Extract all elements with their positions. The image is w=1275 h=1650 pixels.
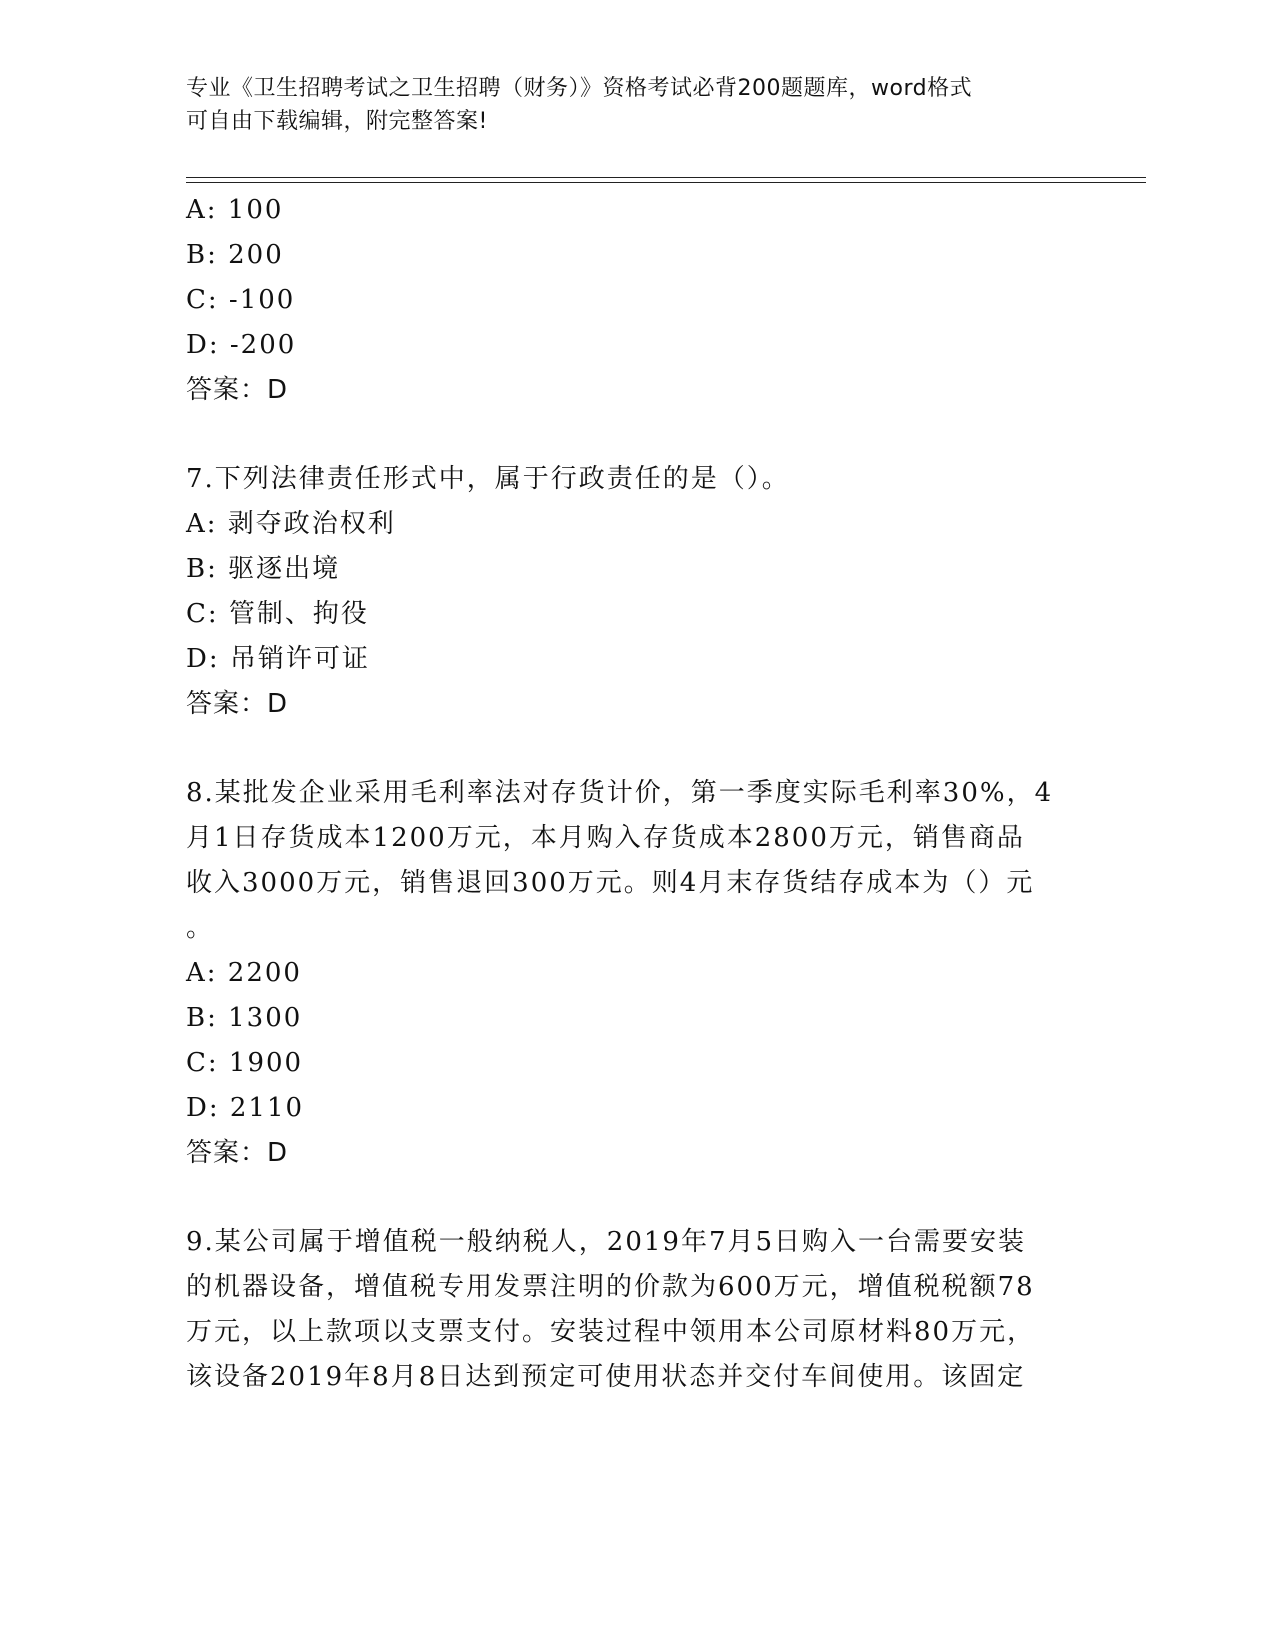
question-stem-line: 8.某批发企业采用毛利率法对存货计价，第一季度实际毛利率30%，4 bbox=[186, 778, 1054, 808]
question-stem-line: 。 bbox=[186, 913, 215, 943]
option-d: D: 2110 bbox=[186, 1093, 305, 1123]
option-a: A: 2200 bbox=[186, 958, 302, 988]
option-c: C: -100 bbox=[186, 285, 296, 315]
question-8 bbox=[186, 771, 1066, 1176]
header-rule-bottom bbox=[186, 182, 1146, 183]
option-c: C: 管制、拘役 bbox=[186, 599, 369, 629]
option-b: B: 200 bbox=[186, 240, 284, 270]
header-rule-top bbox=[186, 177, 1146, 178]
header-line-2: 可自由下载编辑，附完整答案! bbox=[186, 109, 488, 134]
question-7 bbox=[186, 457, 1066, 727]
answer: 答案：D bbox=[186, 375, 289, 405]
option-a: A: 剥夺政治权利 bbox=[186, 509, 396, 539]
answer: 答案：D bbox=[186, 689, 289, 719]
question-stem-line: 收入3000万元，销售退回300万元。则4月末存货结存成本为（）元 bbox=[186, 868, 1035, 898]
question-stem-line: 月1日存货成本1200万元，本月购入存货成本2800万元，销售商品 bbox=[186, 823, 1025, 853]
option-d: D: 吊销许可证 bbox=[186, 644, 370, 674]
option-b: B: 驱逐出境 bbox=[186, 554, 341, 584]
option-b: B: 1300 bbox=[186, 1003, 303, 1033]
header-line-1: 专业《卫生招聘考试之卫生招聘（财务）》资格考试必背200题题库，word格式 bbox=[186, 76, 973, 101]
question-content bbox=[186, 188, 1066, 1400]
question-stem-line: 万元，以上款项以支票支付。安装过程中领用本公司原材料80万元， bbox=[186, 1317, 1036, 1347]
question-stem: 7.下列法律责任形式中，属于行政责任的是（）。 bbox=[186, 464, 790, 494]
option-c: C: 1900 bbox=[186, 1048, 304, 1078]
question-stem-line: 该设备2019年8月8日达到预定可使用状态并交付车间使用。该固定 bbox=[186, 1362, 1026, 1392]
document-header bbox=[186, 72, 1066, 138]
question-stem-line: 9.某公司属于增值税一般纳税人，2019年7月5日购入一台需要安装 bbox=[186, 1227, 1027, 1257]
question-stem-line: 的机器设备，增值税专用发票注明的价款为600万元，增值税税额78 bbox=[186, 1272, 1035, 1302]
question-6 bbox=[186, 188, 1066, 413]
option-a: A: 100 bbox=[186, 195, 284, 225]
answer: 答案：D bbox=[186, 1138, 289, 1168]
option-d: D: -200 bbox=[186, 330, 297, 360]
question-9 bbox=[186, 1220, 1066, 1400]
